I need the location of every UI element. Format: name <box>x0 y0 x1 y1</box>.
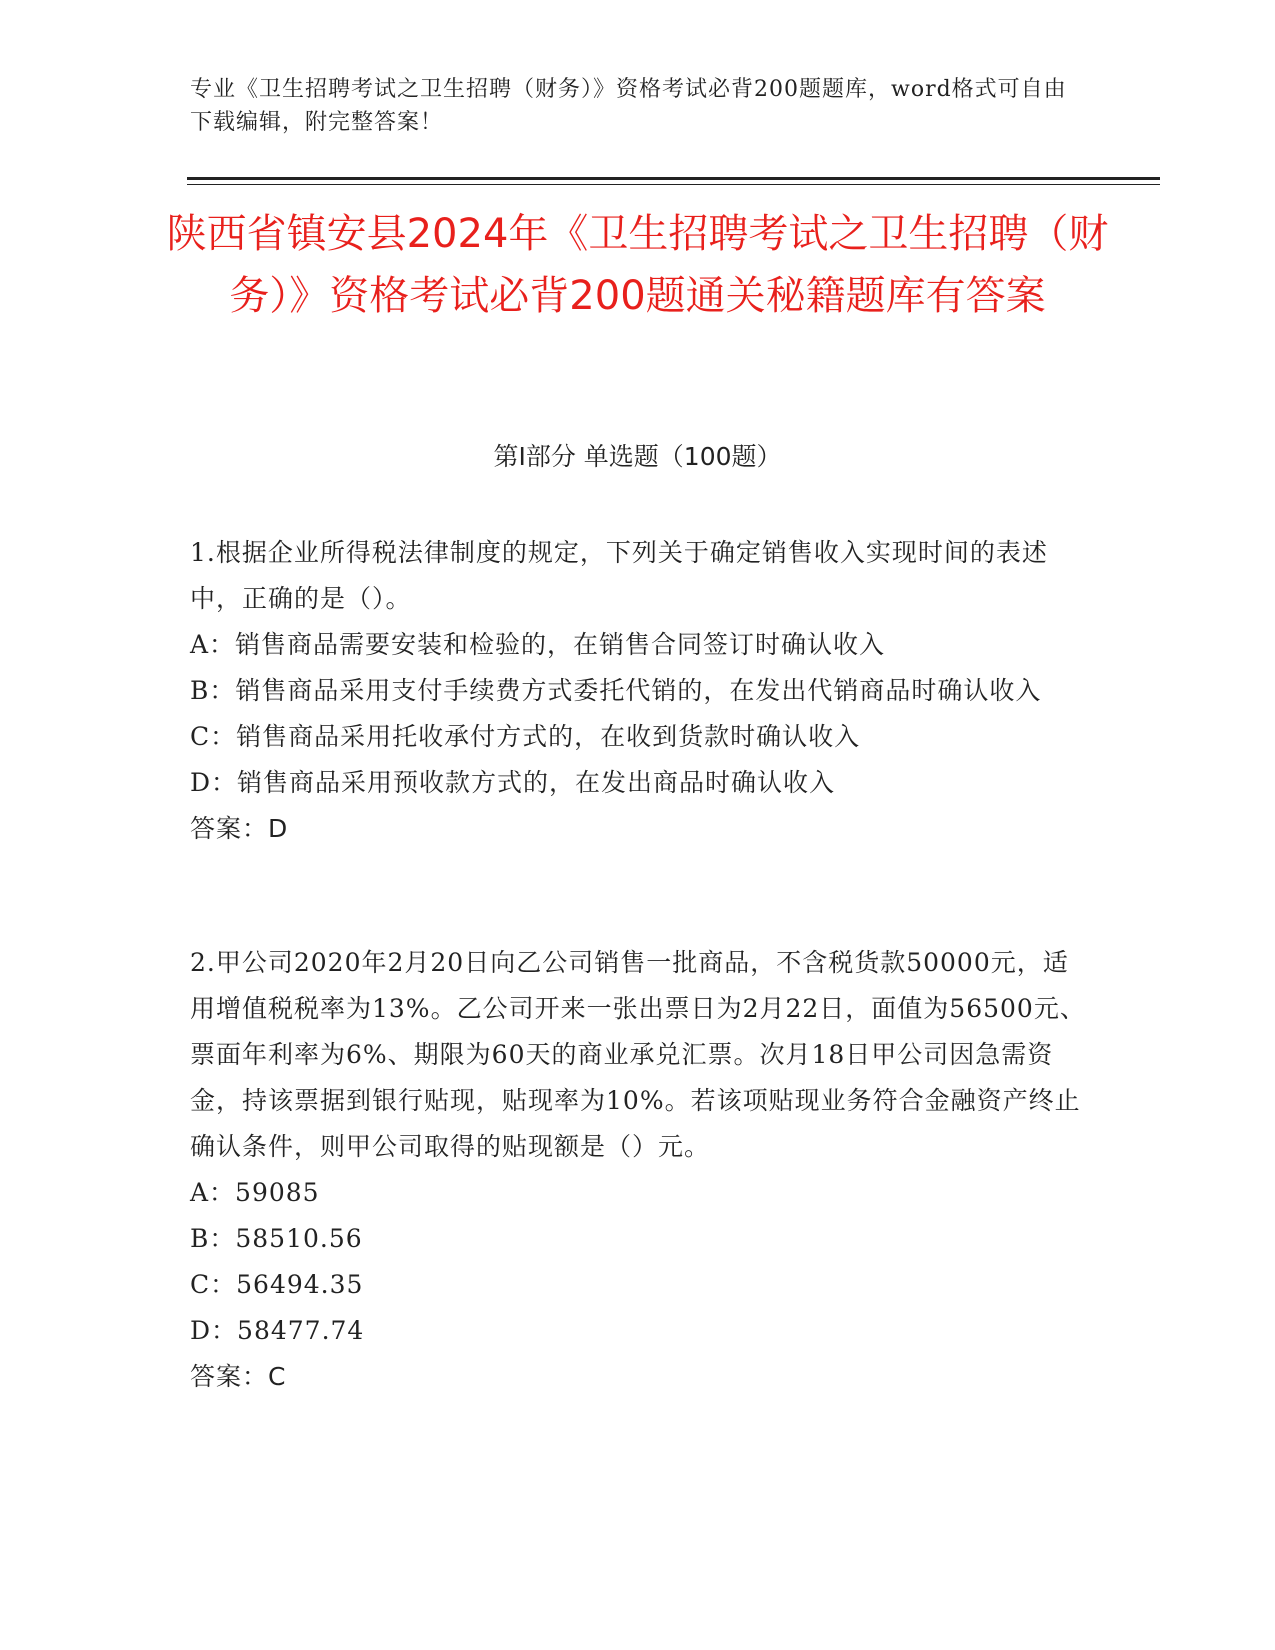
question-1 <box>190 530 1090 852</box>
question-stem: 2.甲公司2020年2月20日向乙公司销售一批商品，不含税货款50000元，适用增值税税率为13%。乙公司开来一张出票日为2月22日，面值为56500元、票面年利率为6%、期限为60天的商业承兑汇票。次月18日甲公司因急需资金，持该票据到银行贴现，贴现率为10%。若该项贴现业务符合金融资产终止确认条件，则甲公司取得的贴现额是（）元。 <box>190 948 1086 1161</box>
answer-label: 答案：D <box>190 814 289 843</box>
answer-label: 答案：C <box>190 1362 287 1391</box>
section-heading: 第I部分 单选题（100题） <box>493 442 782 471</box>
option-b: B：58510.56 <box>190 1224 363 1253</box>
header-note: 专业《卫生招聘考试之卫生招聘（财务）》资格考试必背200题题库，word格式可自由下载编辑，附完整答案！ <box>190 77 1067 135</box>
option-b: B：销售商品采用支付手续费方式委托代销的，在发出代销商品时确认收入 <box>190 676 1042 705</box>
option-d: D：销售商品采用预收款方式的，在发出商品时确认收入 <box>190 768 836 797</box>
option-a: A：销售商品需要安装和检验的，在销售合同签订时确认收入 <box>190 630 886 659</box>
option-c: C：56494.35 <box>190 1270 364 1299</box>
option-d: D：58477.74 <box>190 1316 365 1345</box>
option-a: A：59085 <box>190 1178 320 1207</box>
header-divider-thick <box>187 177 1160 180</box>
option-c: C：销售商品采用托收承付方式的，在收到货款时确认收入 <box>190 722 861 751</box>
question-2 <box>190 940 1090 1400</box>
document-title: 陕西省镇安县2024年《卫生招聘考试之卫生招聘（财务）》资格考试必背200题通关秘籍题库有答案 <box>166 211 1109 319</box>
question-stem: 1.根据企业所得税法律制度的规定，下列关于确定销售收入实现时间的表述中，正确的是（）。 <box>190 538 1048 613</box>
header-divider-thin <box>187 184 1160 185</box>
